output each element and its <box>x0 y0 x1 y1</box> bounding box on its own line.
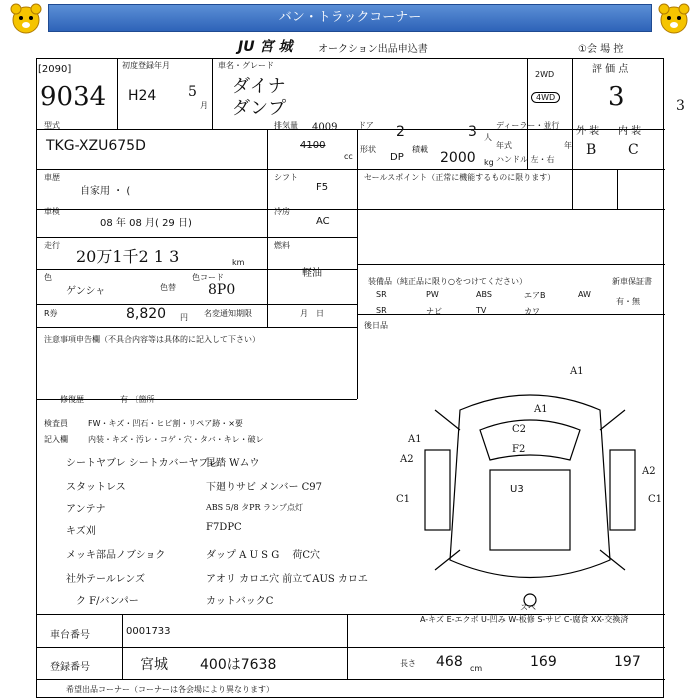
diagram-label: C1 <box>648 494 663 505</box>
color-value: ゲンシャ <box>66 286 106 297</box>
dealer-label: ディーラー・並行 <box>496 121 560 130</box>
notes-label: 注意事項申告欄（不具合内容等は具体的に記入して下さい） <box>44 335 260 344</box>
disp-new: 4009 <box>312 122 338 133</box>
color-code-label: 色コード <box>192 273 224 282</box>
seats-value: 3 <box>468 124 477 140</box>
equip-label: 装備品（純正品に限り○をつけてください） <box>368 277 527 286</box>
diagram-label: スペ <box>520 603 536 612</box>
equip2-tv: TV <box>476 306 487 315</box>
check-line-1: FW・キズ・凹石・ヒビ割・リペア跡・×要 <box>88 419 243 428</box>
equip2-sr: SR <box>376 306 387 315</box>
banner-title: バン・トラックコーナー <box>48 4 652 32</box>
int-label: 内 装 <box>618 126 642 137</box>
handwritten-note: 昆踏 Wムウ <box>206 458 260 469</box>
repair-value: 有 〔箇所 <box>120 395 155 404</box>
handwritten-note: ダップ A U S G 荷C穴 <box>206 550 321 561</box>
history-value: 自家用 ・ ( <box>80 186 131 197</box>
diagram-label: C1 <box>396 494 411 505</box>
length-value: 468 <box>436 654 463 670</box>
score-value: 3 <box>608 82 625 112</box>
tax-unit: 円 <box>180 313 188 322</box>
fuel-value: 軽油 <box>302 268 322 279</box>
handwritten-note: ク F/バンパー <box>76 596 139 607</box>
load-unit: kg <box>484 158 494 167</box>
check-line-2: 内装・キズ・汚レ・コゲ・穴・タバ・キレ・破レ <box>88 435 264 444</box>
diagram-label: A1 <box>570 366 584 377</box>
sales-label: セールスポイント（正常に機能するものに限ります） <box>364 173 556 182</box>
ext-grade: B <box>586 142 597 158</box>
equip2-navi: ナビ <box>426 307 442 316</box>
org-name: JU 宮 城 <box>238 39 293 55</box>
shift-value: F5 <box>316 182 329 193</box>
handwritten-note: F7DPC <box>206 522 242 533</box>
inspector-label: 検査員 <box>44 419 68 428</box>
handwritten-note: アンテナ <box>66 504 106 515</box>
record-label: 記入欄 <box>44 435 68 444</box>
equip2-kawa: カワ <box>524 307 540 316</box>
wish-label: 希望出品コーナー（コーナーは各会場により異なります） <box>66 685 274 694</box>
new-warranty-value: 有・無 <box>616 297 640 306</box>
door-label: ドア <box>358 121 374 130</box>
table-label: 車台番号 <box>50 630 90 641</box>
ac-value: AC <box>316 216 330 227</box>
reg-month: 5 <box>188 84 197 100</box>
inspect-value: 08 年 08 月( 29 日) <box>100 218 192 229</box>
door-value: 2 <box>396 124 405 140</box>
drive-2wd: 2WD <box>535 70 555 79</box>
lot-prefix: [2090] <box>38 64 72 75</box>
inspect-label: 車検 <box>44 207 60 216</box>
diagram-label: A2 <box>400 454 414 465</box>
table-number: 0001733 <box>126 626 171 637</box>
shift-label: シフト <box>274 173 298 182</box>
diagram-label: F2 <box>512 444 526 455</box>
diagram-label: A1 <box>534 404 548 415</box>
copy-label: ①会 場 控 <box>578 44 624 55</box>
drive-4wd: 4WD <box>531 92 560 103</box>
reg-place: 宮城 <box>140 657 168 673</box>
reg-era: H24 <box>128 88 157 104</box>
load-label: 積載 <box>412 145 428 154</box>
handwritten-note: 社外テールレンズ <box>66 574 145 585</box>
name-label: 車名・グレード <box>218 61 274 70</box>
backseat-label: 後日品 <box>364 321 388 330</box>
color-label: 色 <box>44 273 52 282</box>
handwritten-note: カットバックC <box>206 596 274 607</box>
handwritten-note: メッキ部品ノブショク <box>66 550 166 561</box>
handwritten-note: スタットレス <box>66 482 126 493</box>
repair-label: 修復歴 <box>60 395 84 404</box>
color-change: 色替 <box>160 283 176 292</box>
width-value: 169 <box>530 654 557 670</box>
tax-value: 8,820 <box>126 306 167 322</box>
tax-label: R券 <box>44 309 58 318</box>
car-name: ダイナ <box>232 76 286 97</box>
reg-label: 登録番号 <box>50 662 90 673</box>
handwritten-note: キズ刈 <box>66 526 96 537</box>
equip-aw: AW <box>578 290 591 299</box>
mileage-unit: km <box>232 258 245 267</box>
height-value: 197 <box>614 654 641 670</box>
disp-old: 4100 <box>300 140 326 151</box>
form-subtitle: オークション出品申込書 <box>318 44 428 55</box>
bear-logo-right-icon <box>656 2 692 36</box>
lot-number: 9034 <box>40 82 107 112</box>
bear-logo-left-icon <box>8 2 44 36</box>
mileage-value: 20万1千2 1 3 <box>76 247 180 266</box>
model-label: 型式 <box>44 121 60 130</box>
ac-label: 冷房 <box>274 207 290 216</box>
shape-value: DP <box>390 152 404 163</box>
disp-label: 排気量 <box>274 121 298 130</box>
int-grade: C <box>628 142 639 158</box>
seat-unit: 人 <box>484 133 492 142</box>
ext-label: 外 装 <box>576 126 600 137</box>
handwritten-note: 下廻りサビ メンバー C97 <box>206 482 323 493</box>
year-unit: 年 <box>564 141 572 150</box>
notice-label: 名変通知期限 <box>204 309 252 318</box>
equip-airbag: エアB <box>524 291 546 300</box>
equip-abs: ABS <box>476 290 492 299</box>
history-label: 車歴 <box>44 173 60 182</box>
reg-month-unit: 月 <box>200 101 208 110</box>
load-value: 2000 <box>440 150 476 166</box>
size-label: 長さ <box>400 659 416 668</box>
equip-pw: PW <box>426 290 439 299</box>
notice-unit: 月 日 <box>300 309 324 318</box>
mileage-label: 走行 <box>44 241 60 250</box>
reg-number: 400は7638 <box>200 657 277 673</box>
diagram-label: A2 <box>642 466 656 477</box>
handwritten-note: シートヤブレ シートカバーヤブレ <box>66 458 219 469</box>
equip-sr: SR <box>376 290 387 299</box>
handle-label: ハンドル 左・右 <box>496 155 555 164</box>
new-warranty-label: 新車保証書 <box>612 277 652 286</box>
car-grade: ダンプ <box>232 98 287 119</box>
model-value: TKG-XZU675D <box>46 138 146 154</box>
reg-year-label: 初度登録年月 <box>122 61 170 70</box>
legend: A-キズ E-エクボ U-凹み W-板修 S-サビ C-腐食 XX-交換済 <box>420 615 629 624</box>
diagram-label: C2 <box>512 424 527 435</box>
size-unit: cm <box>470 664 483 673</box>
handwritten-note: ABS 5/8 タPR ランプ点灯 <box>206 503 304 512</box>
color-code-value: 8P0 <box>208 282 236 298</box>
car-damage-diagram-icon <box>380 370 680 610</box>
score-side-note: 3 <box>676 98 685 114</box>
diagram-label: U3 <box>510 484 524 495</box>
score-label: 評 価 点 <box>592 64 629 75</box>
shape-label: 形状 <box>360 145 376 154</box>
year-label: 年式 <box>496 141 512 150</box>
disp-unit: cc <box>344 152 353 161</box>
handwritten-note: アオリ カロエ穴 前立てAUS カロエ <box>206 574 368 585</box>
fuel-label: 燃料 <box>274 241 290 250</box>
diagram-label: A1 <box>408 434 422 445</box>
banner <box>0 0 700 38</box>
